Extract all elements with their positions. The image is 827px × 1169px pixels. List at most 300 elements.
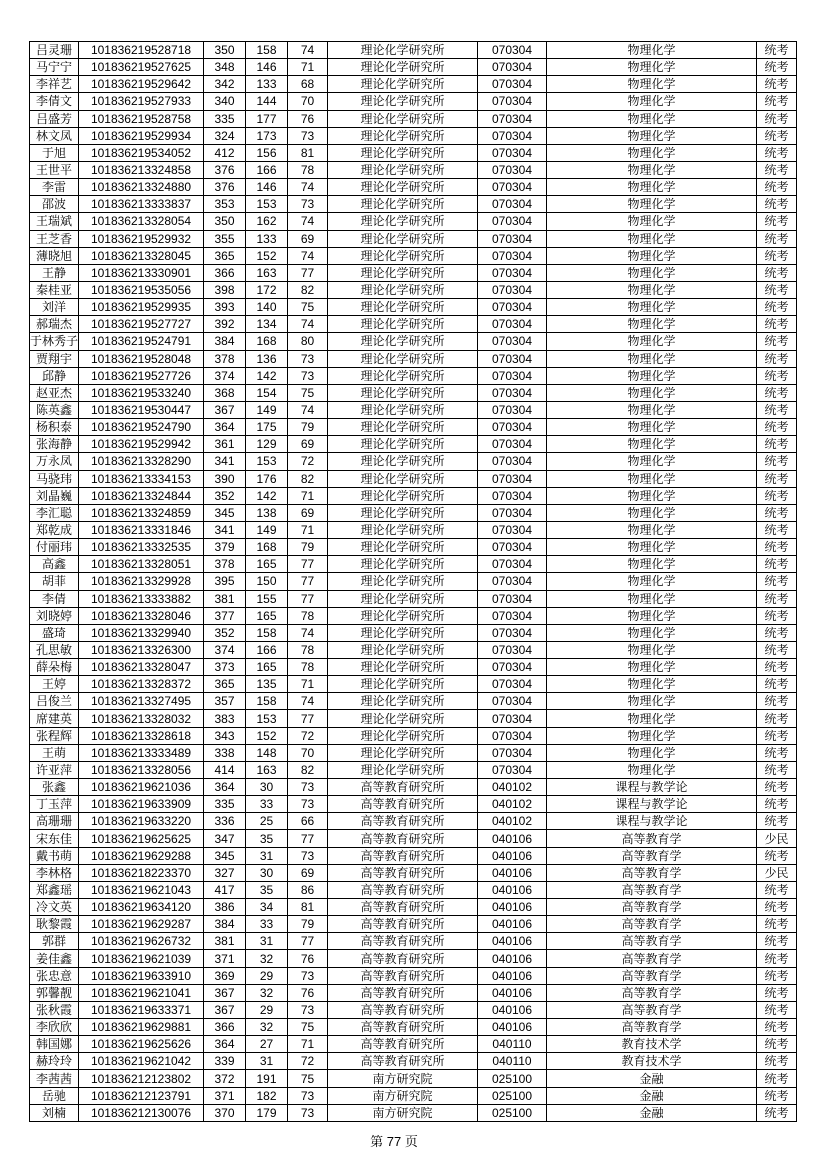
cell-score-3: 73: [288, 367, 328, 384]
cell-name: 薄晓旭: [30, 247, 79, 264]
cell-score-3: 70: [288, 93, 328, 110]
cell-exam-type: 统考: [757, 333, 797, 350]
cell-score-1: 367: [204, 984, 246, 1001]
cell-major-name: 物理化学: [547, 196, 757, 213]
cell-score-1: 327: [204, 864, 246, 881]
cell-score-3: 76: [288, 950, 328, 967]
cell-major-name: 物理化学: [547, 281, 757, 298]
cell-exam-type: 统考: [757, 367, 797, 384]
cell-name: 姜佳鑫: [30, 950, 79, 967]
cell-score-3: 71: [288, 521, 328, 538]
table-row: [30, 727, 797, 744]
cell-department: 理论化学研究所: [328, 419, 478, 436]
table-row: [30, 127, 797, 144]
cell-department: 高等教育研究所: [328, 830, 478, 847]
table-row: [30, 299, 797, 316]
cell-score-2: 27: [246, 1036, 288, 1053]
table-row: [30, 384, 797, 401]
cell-department: 理论化学研究所: [328, 487, 478, 504]
cell-major-name: 课程与教学论: [547, 813, 757, 830]
cell-major-code: 040106: [478, 881, 547, 898]
cell-score-1: 395: [204, 573, 246, 590]
cell-score-2: 31: [246, 847, 288, 864]
cell-major-code: 040110: [478, 1036, 547, 1053]
cell-score-1: 373: [204, 659, 246, 676]
cell-major-code: 040106: [478, 933, 547, 950]
cell-exam-type: 统考: [757, 899, 797, 916]
cell-score-3: 75: [288, 299, 328, 316]
cell-score-1: 390: [204, 470, 246, 487]
cell-name: 于旭: [30, 144, 79, 161]
cell-department: 理论化学研究所: [328, 76, 478, 93]
cell-candidate-id: 101836219625626: [79, 1036, 204, 1053]
cell-name: 刘晶巍: [30, 487, 79, 504]
table-row: [30, 779, 797, 796]
cell-score-3: 68: [288, 76, 328, 93]
table-row: [30, 59, 797, 76]
cell-candidate-id: 101836219633371: [79, 1001, 204, 1018]
cell-major-name: 物理化学: [547, 539, 757, 556]
cell-major-name: 高等教育学: [547, 916, 757, 933]
cell-department: 理论化学研究所: [328, 196, 478, 213]
cell-exam-type: 统考: [757, 676, 797, 693]
cell-major-code: 040106: [478, 847, 547, 864]
cell-score-2: 175: [246, 419, 288, 436]
cell-major-code: 070304: [478, 281, 547, 298]
cell-major-name: 高等教育学: [547, 864, 757, 881]
cell-name: 马宁宁: [30, 59, 79, 76]
cell-major-code: 040106: [478, 899, 547, 916]
cell-department: 高等教育研究所: [328, 1001, 478, 1018]
cell-score-3: 75: [288, 1019, 328, 1036]
cell-name: 胡菲: [30, 573, 79, 590]
cell-candidate-id: 101836219625625: [79, 830, 204, 847]
table-row: [30, 1087, 797, 1104]
cell-major-code: 070304: [478, 453, 547, 470]
cell-name: 王萌: [30, 744, 79, 761]
cell-score-3: 69: [288, 864, 328, 881]
cell-score-1: 350: [204, 213, 246, 230]
cell-exam-type: 统考: [757, 881, 797, 898]
cell-score-2: 166: [246, 641, 288, 658]
cell-department: 理论化学研究所: [328, 230, 478, 247]
cell-name: 杨积泰: [30, 419, 79, 436]
cell-department: 理论化学研究所: [328, 179, 478, 196]
cell-score-2: 32: [246, 984, 288, 1001]
cell-name: 王世平: [30, 161, 79, 178]
cell-major-name: 物理化学: [547, 607, 757, 624]
cell-department: 理论化学研究所: [328, 556, 478, 573]
cell-score-1: 364: [204, 779, 246, 796]
cell-exam-type: 统考: [757, 1070, 797, 1087]
cell-score-1: 343: [204, 727, 246, 744]
cell-score-2: 150: [246, 573, 288, 590]
cell-score-1: 364: [204, 1036, 246, 1053]
cell-major-name: 金融: [547, 1104, 757, 1121]
cell-score-1: 371: [204, 1087, 246, 1104]
cell-candidate-id: 101836213328032: [79, 710, 204, 727]
cell-candidate-id: 101836219629287: [79, 916, 204, 933]
table-row: [30, 641, 797, 658]
cell-major-code: 070304: [478, 213, 547, 230]
cell-name: 李倩文: [30, 93, 79, 110]
cell-score-3: 73: [288, 196, 328, 213]
cell-candidate-id: 101836219529642: [79, 76, 204, 93]
cell-score-2: 149: [246, 521, 288, 538]
table-row: [30, 76, 797, 93]
cell-score-1: 367: [204, 1001, 246, 1018]
cell-major-code: 070304: [478, 624, 547, 641]
cell-score-3: 74: [288, 401, 328, 418]
cell-score-3: 71: [288, 1036, 328, 1053]
cell-major-name: 高等教育学: [547, 847, 757, 864]
table-row: [30, 607, 797, 624]
cell-score-2: 146: [246, 59, 288, 76]
cell-major-code: 070304: [478, 316, 547, 333]
cell-major-code: 070304: [478, 659, 547, 676]
cell-department: 高等教育研究所: [328, 933, 478, 950]
cell-major-name: 物理化学: [547, 127, 757, 144]
cell-candidate-id: 101836213324858: [79, 161, 204, 178]
cell-major-name: 物理化学: [547, 641, 757, 658]
cell-major-code: 070304: [478, 676, 547, 693]
cell-candidate-id: 101836213328045: [79, 247, 204, 264]
table-row: [30, 624, 797, 641]
cell-name: 丁玉萍: [30, 796, 79, 813]
cell-major-name: 物理化学: [547, 436, 757, 453]
cell-major-code: 070304: [478, 436, 547, 453]
cell-name: 万永凤: [30, 453, 79, 470]
table-row: [30, 1104, 797, 1121]
cell-score-2: 162: [246, 213, 288, 230]
table-row: [30, 247, 797, 264]
cell-exam-type: 统考: [757, 624, 797, 641]
cell-score-1: 347: [204, 830, 246, 847]
table-row: [30, 830, 797, 847]
cell-major-code: 070304: [478, 127, 547, 144]
cell-major-code: 070304: [478, 42, 547, 59]
cell-candidate-id: 101836219633909: [79, 796, 204, 813]
cell-exam-type: 统考: [757, 316, 797, 333]
cell-candidate-id: 101836213329940: [79, 624, 204, 641]
cell-candidate-id: 101836219621039: [79, 950, 204, 967]
cell-score-3: 74: [288, 179, 328, 196]
cell-candidate-id: 101836213328047: [79, 659, 204, 676]
cell-score-1: 353: [204, 196, 246, 213]
cell-exam-type: 统考: [757, 556, 797, 573]
cell-major-name: 物理化学: [547, 384, 757, 401]
cell-name: 刘楠: [30, 1104, 79, 1121]
cell-score-1: 384: [204, 916, 246, 933]
table-row: [30, 916, 797, 933]
cell-name: 郭馨靓: [30, 984, 79, 1001]
cell-name: 于林秀子: [30, 334, 79, 349]
cell-major-code: 070304: [478, 744, 547, 761]
cell-exam-type: 统考: [757, 1087, 797, 1104]
cell-score-1: 348: [204, 59, 246, 76]
cell-major-code: 070304: [478, 230, 547, 247]
cell-major-code: 070304: [478, 710, 547, 727]
cell-major-name: 物理化学: [547, 230, 757, 247]
cell-exam-type: 统考: [757, 487, 797, 504]
cell-department: 理论化学研究所: [328, 161, 478, 178]
cell-exam-type: 统考: [757, 179, 797, 196]
cell-department: 理论化学研究所: [328, 367, 478, 384]
cell-major-name: 物理化学: [547, 470, 757, 487]
table-row: [30, 487, 797, 504]
cell-department: 理论化学研究所: [328, 521, 478, 538]
cell-score-3: 74: [288, 247, 328, 264]
cell-score-1: 398: [204, 281, 246, 298]
cell-candidate-id: 101836219529934: [79, 127, 204, 144]
cell-name: 刘晓婷: [30, 607, 79, 624]
cell-score-2: 138: [246, 504, 288, 521]
cell-candidate-id: 101836219621043: [79, 881, 204, 898]
cell-department: 理论化学研究所: [328, 641, 478, 658]
cell-major-code: 070304: [478, 179, 547, 196]
cell-exam-type: 统考: [757, 299, 797, 316]
table-row: [30, 881, 797, 898]
cell-department: 高等教育研究所: [328, 967, 478, 984]
cell-score-3: 77: [288, 573, 328, 590]
cell-score-1: 378: [204, 556, 246, 573]
cell-major-code: 070304: [478, 161, 547, 178]
cell-score-1: 366: [204, 264, 246, 281]
table-row: [30, 813, 797, 830]
cell-department: 高等教育研究所: [328, 847, 478, 864]
cell-candidate-id: 101836219633910: [79, 967, 204, 984]
table-row: [30, 264, 797, 281]
cell-major-name: 物理化学: [547, 727, 757, 744]
cell-score-3: 74: [288, 316, 328, 333]
cell-score-1: 355: [204, 230, 246, 247]
cell-candidate-id: 101836219528048: [79, 350, 204, 367]
table-row: [30, 196, 797, 213]
admission-score-table: [29, 41, 797, 1122]
cell-score-2: 34: [246, 899, 288, 916]
cell-score-2: 152: [246, 727, 288, 744]
table-row: [30, 761, 797, 778]
cell-major-name: 物理化学: [547, 264, 757, 281]
cell-score-1: 352: [204, 487, 246, 504]
cell-score-1: 393: [204, 299, 246, 316]
cell-major-code: 070304: [478, 333, 547, 350]
cell-department: 理论化学研究所: [328, 590, 478, 607]
cell-name: 冷文英: [30, 899, 79, 916]
cell-major-code: 070304: [478, 110, 547, 127]
cell-score-2: 191: [246, 1070, 288, 1087]
cell-exam-type: 统考: [757, 161, 797, 178]
cell-exam-type: 统考: [757, 521, 797, 538]
table-row: [30, 367, 797, 384]
table-row: [30, 659, 797, 676]
cell-exam-type: 统考: [757, 813, 797, 830]
cell-department: 高等教育研究所: [328, 899, 478, 916]
cell-candidate-id: 101836219527625: [79, 59, 204, 76]
cell-score-2: 163: [246, 761, 288, 778]
cell-department: 理论化学研究所: [328, 299, 478, 316]
cell-score-2: 163: [246, 264, 288, 281]
cell-major-code: 070304: [478, 470, 547, 487]
cell-name: 席建英: [30, 710, 79, 727]
cell-major-code: 070304: [478, 59, 547, 76]
cell-major-name: 金融: [547, 1087, 757, 1104]
cell-exam-type: 统考: [757, 539, 797, 556]
table-row: [30, 950, 797, 967]
cell-department: 理论化学研究所: [328, 127, 478, 144]
cell-major-name: 物理化学: [547, 487, 757, 504]
cell-exam-type: 统考: [757, 1019, 797, 1036]
cell-major-name: 物理化学: [547, 504, 757, 521]
cell-candidate-id: 101836212130076: [79, 1104, 204, 1121]
cell-candidate-id: 101836213327495: [79, 693, 204, 710]
table-row: [30, 401, 797, 418]
cell-exam-type: 统考: [757, 470, 797, 487]
cell-major-code: 070304: [478, 367, 547, 384]
cell-exam-type: 统考: [757, 436, 797, 453]
cell-department: 高等教育研究所: [328, 1036, 478, 1053]
cell-name: 薛朵梅: [30, 659, 79, 676]
cell-department: 理论化学研究所: [328, 539, 478, 556]
table-row: [30, 350, 797, 367]
cell-score-2: 158: [246, 42, 288, 59]
cell-exam-type: 统考: [757, 213, 797, 230]
cell-name: 韩国娜: [30, 1036, 79, 1053]
cell-candidate-id: 101836213328618: [79, 727, 204, 744]
cell-department: 高等教育研究所: [328, 779, 478, 796]
cell-score-3: 82: [288, 761, 328, 778]
cell-department: 理论化学研究所: [328, 607, 478, 624]
cell-candidate-id: 101836213328290: [79, 453, 204, 470]
cell-major-code: 070304: [478, 556, 547, 573]
cell-department: 理论化学研究所: [328, 316, 478, 333]
cell-candidate-id: 101836218223370: [79, 864, 204, 881]
cell-score-1: 336: [204, 813, 246, 830]
cell-score-3: 74: [288, 693, 328, 710]
cell-score-3: 69: [288, 230, 328, 247]
cell-exam-type: 统考: [757, 693, 797, 710]
cell-major-name: 物理化学: [547, 710, 757, 727]
cell-score-2: 158: [246, 624, 288, 641]
cell-score-2: 158: [246, 693, 288, 710]
cell-department: 理论化学研究所: [328, 213, 478, 230]
cell-name: 高珊珊: [30, 813, 79, 830]
cell-major-name: 高等教育学: [547, 881, 757, 898]
cell-department: 理论化学研究所: [328, 761, 478, 778]
cell-major-name: 物理化学: [547, 556, 757, 573]
cell-exam-type: 统考: [757, 384, 797, 401]
cell-score-1: 365: [204, 676, 246, 693]
table-row: [30, 796, 797, 813]
cell-major-code: 070304: [478, 93, 547, 110]
cell-exam-type: 统考: [757, 847, 797, 864]
cell-department: 高等教育研究所: [328, 864, 478, 881]
cell-major-code: 070304: [478, 727, 547, 744]
cell-score-2: 32: [246, 950, 288, 967]
cell-exam-type: 统考: [757, 933, 797, 950]
cell-name: 张海静: [30, 436, 79, 453]
table-row: [30, 933, 797, 950]
cell-score-2: 166: [246, 161, 288, 178]
cell-major-code: 040106: [478, 1019, 547, 1036]
cell-candidate-id: 101836213328054: [79, 213, 204, 230]
cell-department: 理论化学研究所: [328, 264, 478, 281]
cell-major-code: 040106: [478, 1001, 547, 1018]
table-row: [30, 1070, 797, 1087]
table-row: [30, 864, 797, 881]
cell-major-name: 教育技术学: [547, 1053, 757, 1070]
cell-major-name: 物理化学: [547, 401, 757, 418]
cell-score-1: 383: [204, 710, 246, 727]
cell-department: 理论化学研究所: [328, 470, 478, 487]
cell-candidate-id: 101836213328056: [79, 761, 204, 778]
cell-candidate-id: 101836219634120: [79, 899, 204, 916]
cell-major-code: 070304: [478, 693, 547, 710]
cell-candidate-id: 101836213326300: [79, 641, 204, 658]
cell-name: 李祥艺: [30, 76, 79, 93]
cell-major-code: 070304: [478, 607, 547, 624]
cell-candidate-id: 101836213328051: [79, 556, 204, 573]
table-row: [30, 213, 797, 230]
cell-name: 李汇聪: [30, 504, 79, 521]
cell-major-code: 070304: [478, 590, 547, 607]
cell-major-name: 物理化学: [547, 316, 757, 333]
cell-major-name: 物理化学: [547, 350, 757, 367]
cell-candidate-id: 101836219528758: [79, 110, 204, 127]
table-row: [30, 744, 797, 761]
table-row: [30, 470, 797, 487]
cell-major-code: 040106: [478, 864, 547, 881]
cell-exam-type: 少民: [757, 830, 797, 847]
cell-department: 理论化学研究所: [328, 401, 478, 418]
cell-score-1: 345: [204, 504, 246, 521]
cell-score-3: 78: [288, 607, 328, 624]
cell-name: 张秋霞: [30, 1001, 79, 1018]
table-row: [30, 161, 797, 178]
cell-exam-type: 统考: [757, 590, 797, 607]
cell-department: 南方研究院: [328, 1104, 478, 1121]
cell-major-code: 025100: [478, 1070, 547, 1087]
cell-score-3: 79: [288, 916, 328, 933]
cell-score-3: 76: [288, 110, 328, 127]
table-row: [30, 419, 797, 436]
cell-score-3: 72: [288, 727, 328, 744]
cell-score-3: 78: [288, 641, 328, 658]
cell-name: 李茜茜: [30, 1070, 79, 1087]
cell-exam-type: 统考: [757, 281, 797, 298]
cell-department: 高等教育研究所: [328, 916, 478, 933]
cell-score-3: 71: [288, 487, 328, 504]
cell-name: 邵波: [30, 196, 79, 213]
cell-major-code: 040106: [478, 830, 547, 847]
cell-name: 高鑫: [30, 556, 79, 573]
cell-name: 赫玲玲: [30, 1053, 79, 1070]
cell-name: 宋东佳: [30, 830, 79, 847]
cell-major-code: 040106: [478, 950, 547, 967]
cell-score-2: 153: [246, 453, 288, 470]
cell-score-2: 165: [246, 659, 288, 676]
cell-name: 张鑫: [30, 779, 79, 796]
cell-name: 戴书萌: [30, 847, 79, 864]
cell-name: 许亚萍: [30, 761, 79, 778]
cell-exam-type: 统考: [757, 93, 797, 110]
cell-major-name: 高等教育学: [547, 967, 757, 984]
cell-score-3: 81: [288, 899, 328, 916]
cell-major-code: 040106: [478, 967, 547, 984]
table-row: [30, 110, 797, 127]
cell-exam-type: 统考: [757, 144, 797, 161]
cell-score-1: 357: [204, 693, 246, 710]
